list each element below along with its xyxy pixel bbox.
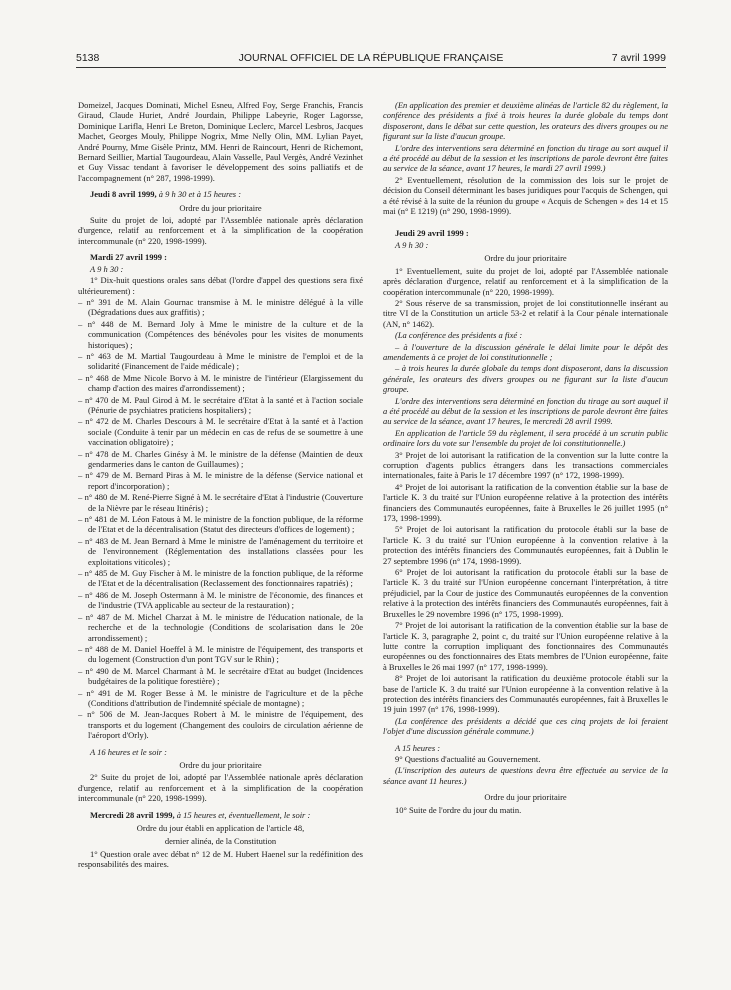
- paragraph: 9° Questions d'actualité au Gouvernement.: [395, 753, 541, 764]
- questions-list: [78, 297, 363, 741]
- paragraph: 8° Projet de loi autorisant la ratification du deuxième protocole établi sur la base de l'article K. 3 du traité sur l'Union européenne à la convention relative à la protection des intérêts financiers des Communautés européennes, fait à Bruxelles le 19 juin 1997 (n° 176, 1998-1999).: [383, 673, 668, 715]
- question-item: – n° 486 de M. Joseph Ostermann à M. le ministre de l'économie, des finances et de l'industrie (TVA applicable au secteur de la restauration) ;: [78, 589, 363, 611]
- question-item: – n° 468 de Mme Nicole Borvo à M. le ministre de l'intérieur (Elargissement du champ d'action des maires d'arrondissement) ;: [78, 372, 363, 394]
- question-item: – n° 481 de M. Léon Fatous à M. le ministre de la fonction publique, de la réforme de l'Etat et de la décentralisation (Statut des directeurs d'offices de logement) ;: [78, 514, 363, 535]
- right-column: [383, 100, 668, 980]
- jeudi-8-heading: [78, 189, 363, 199]
- section-heading: Ordre du jour prioritaire: [484, 253, 567, 264]
- questions-intro: 1° Dix-huit questions orales sans débat (l'ordre d'appel des questions sera fixé ultérieurement) :: [78, 275, 363, 296]
- jeudi-8-date: Jeudi 8 avril 1999,: [90, 189, 157, 200]
- time-heading: A 9 h 30 :: [395, 239, 429, 250]
- paragraph: Suite du projet de loi, adopté par l'Assemblée nationale après déclaration d'urgence, relatif au renforcement et à la simplification de la coopération intercommunale (n° 220, 1998-1999).: [78, 215, 363, 246]
- paragraph: 5° Projet de loi autorisant la ratification du protocole établi sur la base de l'article K. 3 du traité sur l'Union européenne à la convention relative à la protection des intérêts financiers des Communautés européennes, fait à Dublin le 27 septembre 1996 (n° 174, 1998-1999).: [383, 524, 668, 566]
- paragraph: 6° Projet de loi autorisant la ratification du protocole établi sur la base de l'article K. 3 du traité sur l'Union européenne concernant l'interprétation, à titre préjudiciel, par la Cour de justice des Communautés européennes de la convention relative à la protection des intérêts financiers des Communautés européennes, fait à Bruxelles le 29 novembre 1996 (n° 175, 1998-1999).: [383, 567, 668, 619]
- section-heading: Ordre du jour prioritaire: [484, 792, 567, 803]
- left-column: [78, 100, 363, 980]
- question-item: – n° 483 de M. Jean Bernard à Mme le ministre de l'aménagement du territoire et de l'environnement (Réglementation des installations classées pour les exploitations viticoles) ;: [78, 535, 363, 567]
- note-paragraph: L'ordre des interventions sera déterminé en fonction du tirage au sort auquel il a été procédé au début de la session et les inscriptions de parole devront être faites au service de la séance, avant 17 heures, le mardi 27 avril 1999.): [383, 142, 668, 174]
- question-item: – n° 472 de M. Charles Descours à M. le secrétaire d'Etat à la santé et à l'action sociale (Conduite à tenir par un médecin en cas de refus de se soumettre à une vaccination obligatoire) ;: [78, 416, 363, 448]
- question-item: – n° 391 de M. Alain Gournac transmise à M. le ministre délégué à la ville (Dégradations dues aux graffitis) ;: [78, 296, 363, 318]
- question-item: – n° 463 de M. Martial Taugourdeau à Mme le ministre de l'emploi et de la solidarité (Financement de l'aide médicale) ;: [78, 350, 363, 372]
- mercredi-28-heading: [78, 810, 363, 820]
- italic-note: [383, 100, 668, 174]
- question-item: – n° 488 de M. Daniel Hoeffel à M. le ministre de l'équipement, des transports et du logement (Construction d'un pont TGV sur le Rhin) ;: [78, 643, 363, 665]
- section-heading: Ordre du jour prioritaire: [179, 759, 262, 770]
- paragraph: 1° Question orale avec débat n° 12 de M. Hubert Haenel sur la redéfinition des responsabilités des maires.: [78, 848, 363, 870]
- issue-date: 7 avril 1999: [611, 52, 666, 64]
- intro-paragraph: Domeizel, Jacques Dominati, Michel Esneu, Alfred Foy, Serge Franchis, Francis Giraud, Claude Huriet, André Jourdain, Philippe Labeyrie, Roger Lagorsse, Dominique Larifla, Henri Le Breton, Dominique Leclerc, Marcel Lesbros, Jacques Machet, Georges Mouly, Philippe Nogrix, Mme Nelly Olin, MM. Lylian Payet, André Pourny, Mme Gisèle Printz, MM. Henri de Raincourt, Henri de Richemont, Bernard Seillier, Martial Taugourdeau, Alain Vasselle, Paul Vergès, André Vezinhet et Guy Vissac tendant à favoriser le développement des soins palliatifs et de l'accompagnement (n° 287, 1998-1999).: [78, 100, 363, 183]
- question-item: – n° 487 de M. Michel Charzat à M. le ministre de l'éducation nationale, de la recherche et de la technologie (Conditions de scolarisation dans le 20e arrondissement) ;: [78, 611, 363, 643]
- section-heading: dernier alinéa, de la Constitution: [164, 836, 277, 847]
- page-number: 5138: [76, 52, 100, 64]
- question-item: – n° 506 de M. Jean-Jacques Robert à M. le ministre de l'équipement, des transports et du logement (Changement des couloirs de circulation aérienne de l'aéroport d'Orly).: [78, 709, 363, 741]
- paragraph: 4° Projet de loi autorisant la ratification de la convention établie sur la base de l'article K. 3 du traité sur l'Union européenne relative à la protection des intérêts financiers des Communautés européennes, faite à Bruxelles le 26 juillet 1995 (n° 173, 1998-1999).: [383, 481, 668, 524]
- mardi-27-heading: Mardi 27 avril 1999 :: [90, 252, 167, 263]
- header-rule: [76, 67, 666, 68]
- time-heading: A 9 h 30 :: [90, 263, 124, 274]
- italic-note: [383, 716, 668, 737]
- time-heading: A 15 heures :: [395, 742, 441, 753]
- time-heading: A 16 heures et le soir :: [90, 746, 167, 757]
- question-item: – n° 479 de M. Bernard Piras à M. le ministre de la défense (Service national et report d'incorporation) ;: [78, 470, 363, 491]
- note-paragraph: En application de l'article 59 du règlement, il sera procédé à un scrutin public ordinaire lors du vote sur l'ensemble du projet de loi constitutionnelle.): [383, 427, 668, 449]
- mercredi-28-time: à 15 heures et, éventuellement, le soir :: [176, 809, 311, 820]
- paragraph: 2° Eventuellement, résolution de la commission des lois sur le projet de décision du Conseil déterminant les bases juridiques pour l'acquis de Schengen, qui a été révisé à la suite de la réunion du groupe « Acquis de Schengen » des 14 et 15 mai (n° E 1219) (n° 290, 1998-1999).: [383, 174, 668, 217]
- italic-note: [383, 765, 668, 786]
- paragraph: 7° Projet de loi autorisant la ratification de la convention établie sur la base de l'article K. 3, paragraphe 2, point c, du traité sur l'Union européenne relative à la lutte contre la corruption impliquant des fonctionnaires des Communautés européennes ou des fonctionnaires des Etats membres de l'Union européenne, faite à Bruxelles le 26 mai 1997 (n° 177, 1998-1999).: [383, 620, 668, 672]
- mercredi-28-date: Mercredi 28 avril 1999,: [90, 809, 175, 820]
- question-item: – n° 485 de M. Guy Fischer à M. le ministre de la fonction publique, de la réforme de l'Etat et de la décentralisation (Reclassement des fonctionnaires rapatriés) ;: [78, 568, 363, 589]
- question-item: – n° 491 de M. Roger Besse à M. le ministre de l'agriculture et de la pêche (Conditions d'attribution de l'indemnité spéciale de montagne) ;: [78, 687, 363, 708]
- paragraph: 10° Suite de l'ordre du jour du matin.: [395, 804, 522, 815]
- question-item: – n° 490 de M. Marcel Charmant à M. le secrétaire d'Etat au budget (Incidences budgétaires de la politique forestière) ;: [78, 665, 363, 687]
- question-item: – n° 470 de M. Paul Girod à M. le secrétaire d'Etat à la santé et à l'action sociale (Pénurie de psychiatres praticiens hospitaliers) ;: [78, 394, 363, 415]
- paragraph: 1° Eventuellement, suite du projet de loi, adopté par l'Assemblée nationale après déclaration d'urgence, relatif au renforcement et à la simplification de la coopération intercommunale (n° 220, 1998-1999).: [383, 265, 668, 297]
- note-paragraph: (La conférence des présidents a décidé que ces cinq projets de loi feraient l'objet d'une discussion générale commune.): [383, 715, 668, 737]
- paragraph: 2° Sous réserve de sa transmission, projet de loi constitutionnelle insérant au titre VI de la Constitution un article 53-2 et relatif à la Cour pénale internationale (AN, n° 1462).: [383, 297, 668, 329]
- question-item: – n° 478 de M. Charles Ginésy à M. le ministre de la défense (Maintien de deux gendarmeries dans le canton de Guillaumes) ;: [78, 448, 363, 469]
- note-paragraph: (En application des premier et deuxième alinéas de l'article 82 du règlement, la conférence des présidents a fixé à trois heures la durée globale du temps dont disposeront, dans le débat sur cette question, les orateurs des divers groupes ou ne figurant sur la liste d'aucun groupe.: [383, 100, 668, 142]
- page-header: [76, 52, 666, 68]
- note-paragraph: (L'inscription des auteurs de questions devra être effectuée au service de la séance avant 11 heures.): [383, 765, 668, 786]
- note-paragraph: (La conférence des présidents a fixé :: [395, 330, 523, 341]
- section-heading: Ordre du jour établi en application de l'article 48,: [136, 823, 305, 833]
- note-paragraph: – à trois heures la durée globale du temps dont disposeront, dans la discussion générale, les orateurs des divers groupes ou ne figurant sur la liste d'aucun groupe.: [383, 363, 668, 395]
- jeudi-8-time: à 9 h 30 et à 15 heures :: [158, 189, 242, 200]
- journal-title: JOURNAL OFFICIEL DE LA RÉPUBLIQUE FRANÇAISE: [238, 52, 504, 64]
- note-paragraph: – à l'ouverture de la discussion générale le délai limite pour le dépôt des amendements à ce projet de loi constitutionnelle ;: [383, 341, 668, 362]
- paragraph: 2° Suite du projet de loi, adopté par l'Assemblée nationale après déclaration d'urgence, relatif au renforcement et à la simplification de la coopération intercommunale (n° 220, 1998-1999).: [78, 772, 363, 804]
- paragraph: 3° Projet de loi autorisant la ratification de la convention sur la lutte contre la corruption d'agents publics étrangers dans les transactions commerciales internationales, faite à Paris le 17 décembre 1997 (n° 172, 1998-1999).: [383, 449, 668, 481]
- section-heading: Ordre du jour prioritaire: [179, 202, 262, 213]
- question-item: – n° 480 de M. René-Pierre Signé à M. le secrétaire d'Etat à l'industrie (Couverture de la Nièvre par le réseau Itinéris) ;: [78, 492, 363, 513]
- italic-note: [383, 330, 668, 448]
- note-paragraph: L'ordre des interventions sera déterminé en fonction du tirage au sort auquel il a été procédé au début de la session et les inscriptions de parole devront être faites au service de la séance, avant 17 heures, le mercredi 28 avril 1999.: [383, 395, 668, 427]
- jeudi-29-heading: Jeudi 29 avril 1999 :: [395, 228, 469, 239]
- question-item: – n° 448 de M. Bernard Joly à Mme le ministre de la culture et de la communication (Compétences des bénévoles pour les visites de monuments historiques) ;: [78, 318, 363, 350]
